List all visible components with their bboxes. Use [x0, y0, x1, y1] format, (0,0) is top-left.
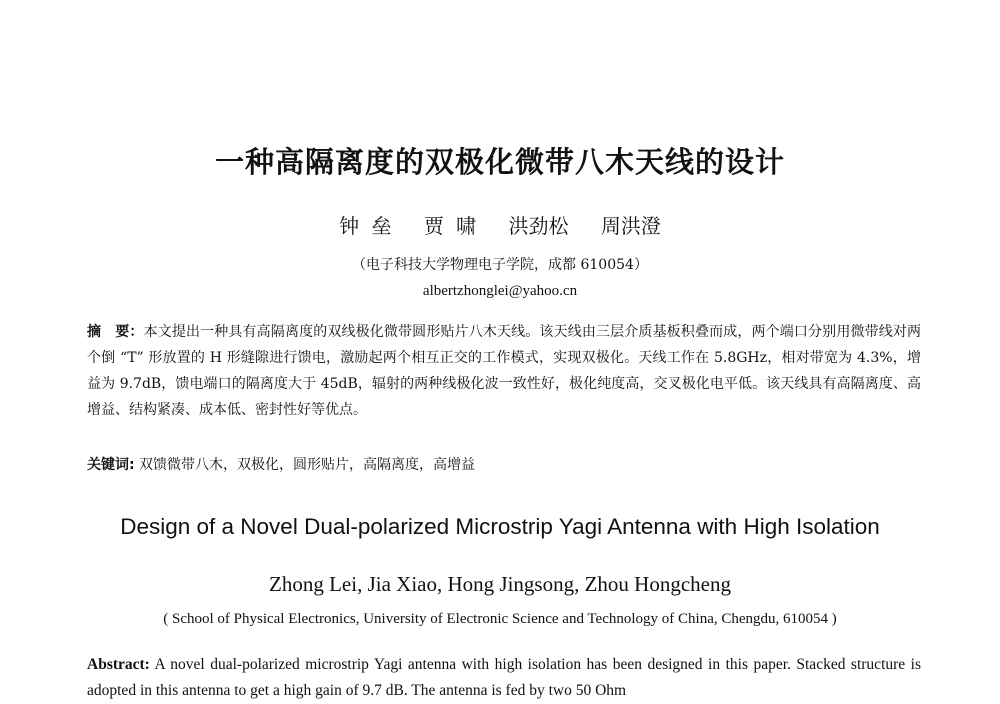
keywords-cn — [87, 454, 921, 476]
abstract-label-en: Abstract: — [87, 656, 150, 673]
author-list-en: Zhong Lei, Jia Xiao, Hong Jingsong, Zhou Hongcheng — [269, 572, 731, 596]
abstract-text-cn: 本文提出一种具有高隔离度的双线极化微带圆形贴片八木天线。该天线由三层介质基板积叠而成，两个端口分别用微带线对两个倒 “T” 形放置的 H 形缝隙进行馈电，激励起两个相互正交的工作模式，实现双极化。天线工作在 5.8GHz，相对带宽为 4.3%，增益为 9.7dB，馈电端口的隔离度大于 45dB，辐射的两种线极化波一致性好，极化纯度高，交叉极化电平低。该天线具有高隔离度、高增益、结构紧凑、成本低、密封性好等优点。 — [87, 324, 922, 418]
author-cn: 贾 啸 — [423, 214, 477, 238]
paper-title-cn: 一种高隔离度的双极化微带八木天线的设计 — [214, 145, 785, 179]
keywords-text-cn: 双馈微带八木，双极化，圆形贴片，高隔离度，高增益 — [134, 457, 476, 473]
author-cn: 钟 垒 — [339, 214, 392, 238]
paper-title-en: Design of a Novel Dual-polarized Microstrip Yagi Antenna with High Isolation — [120, 514, 880, 539]
author-list-cn — [0, 210, 1000, 239]
abstract-label-cn: 摘 要： — [87, 324, 144, 340]
author-email: albertzhonglei@yahoo.cn — [422, 283, 578, 299]
affiliation-cn: （电子科技大学物理电子学院，成都 610054） — [352, 257, 648, 273]
author-cn: 周洪澄 — [600, 214, 661, 238]
keywords-label-cn: 关键词: — [87, 457, 135, 473]
affiliation-en: ( School of Physical Electronics, University of Electronic Science and Technology of China, Chengdu, 610054 ) — [163, 611, 837, 627]
abstract-cn — [87, 319, 921, 423]
abstract-text-en: A novel dual-polarized microstrip Yagi antenna with high isolation has been designed in this paper. Stacked structure is adopted in this antenna to get a high gain of 9.7 dB. The antenna is fed by two 50 Ohm — [87, 656, 921, 699]
author-cn: 洪劲松 — [508, 214, 569, 238]
abstract-en — [87, 652, 921, 704]
